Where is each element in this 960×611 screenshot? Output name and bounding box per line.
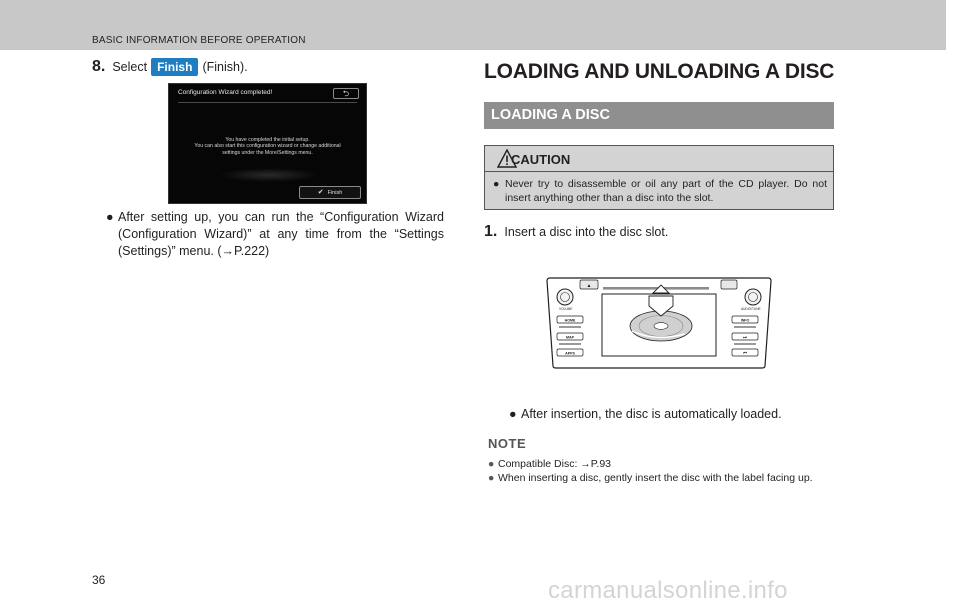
main-heading: LOADING AND UNLOADING A DISC: [484, 60, 835, 83]
after-insertion-text: After insertion, the disc is automatically loaded.: [521, 407, 782, 421]
check-icon: ✔: [317, 189, 324, 196]
step-number: 8.: [92, 58, 106, 75]
page-number: 36: [92, 573, 106, 587]
bullet-icon: ●: [488, 458, 495, 470]
bullet-icon: ●: [106, 210, 114, 224]
sub-heading: LOADING A DISC: [484, 102, 834, 129]
audio-tune-label: AUDIO/TUNE: [741, 307, 761, 311]
note-title: NOTE: [488, 436, 527, 451]
screen-finish-label: Finish: [327, 190, 343, 196]
step-suffix: (Finish).: [202, 60, 248, 74]
screen-body: [173, 137, 362, 156]
after-insertion-note: [509, 407, 782, 421]
prev-track-icon: ⏮: [742, 351, 748, 357]
step-8: [92, 58, 248, 76]
screen-body-line: You have completed the initial setup.: [225, 137, 310, 143]
eject-icon: ▲: [586, 283, 592, 289]
bullet-icon: ●: [493, 178, 500, 190]
caution-text: Never try to disassemble or oil any part of the CD player. Do not insert anything other than a disc into the slot.: [505, 178, 827, 204]
next-track-icon: ⏭: [742, 335, 748, 341]
left-note: [106, 209, 444, 260]
head-unit-illustration: [545, 276, 773, 369]
list-item: [488, 458, 834, 472]
note-item-text: Compatible Disc: →P.93: [498, 458, 612, 470]
list-item: [488, 472, 834, 486]
screen-finish-button: [299, 186, 361, 199]
finish-key-label: Finish: [151, 58, 198, 76]
step-prefix: Select: [112, 60, 148, 74]
wizard-completed-screenshot: [168, 83, 367, 204]
screen-glow: [219, 168, 319, 182]
step-1: [484, 223, 668, 241]
screen-body-line: You can also start this configuration wizard or change additional: [194, 143, 341, 150]
volume-label: VOLUME: [559, 307, 573, 311]
caution-box: [484, 145, 834, 210]
bullet-icon: ●: [488, 471, 495, 484]
map-button-label: MAP: [566, 335, 574, 340]
step-text: Insert a disc into the disc slot.: [504, 225, 669, 239]
screen-body-line: settings under the More/Settings menu.: [222, 149, 313, 156]
watermark: carmanualsonline.info: [548, 577, 788, 604]
top-header-bar: [0, 0, 946, 50]
screen-divider: [178, 102, 357, 103]
note-item-text: When inserting a disc, gently insert the disc with the label facing up.: [498, 471, 813, 484]
note-list: [488, 458, 834, 485]
info-button-label: INFO: [740, 318, 750, 323]
home-button-label: HOME: [564, 318, 576, 323]
left-note-text: After setting up, you can run the “Configuration Wizard (Configuration Wizard)” at any time from the “Settings (Settings)” menu. (→P.222): [118, 210, 444, 258]
back-icon: ⮌: [333, 88, 359, 99]
caution-label: CAUTION: [511, 152, 571, 167]
caution-header: [485, 146, 833, 172]
section-header: BASIC INFORMATION BEFORE OPERATION: [92, 35, 306, 46]
screen-title: Configuration Wizard completed!: [178, 89, 273, 96]
step-number: 1.: [484, 223, 498, 240]
apps-button-label: APPS: [565, 351, 575, 356]
bullet-icon: ●: [509, 407, 517, 421]
